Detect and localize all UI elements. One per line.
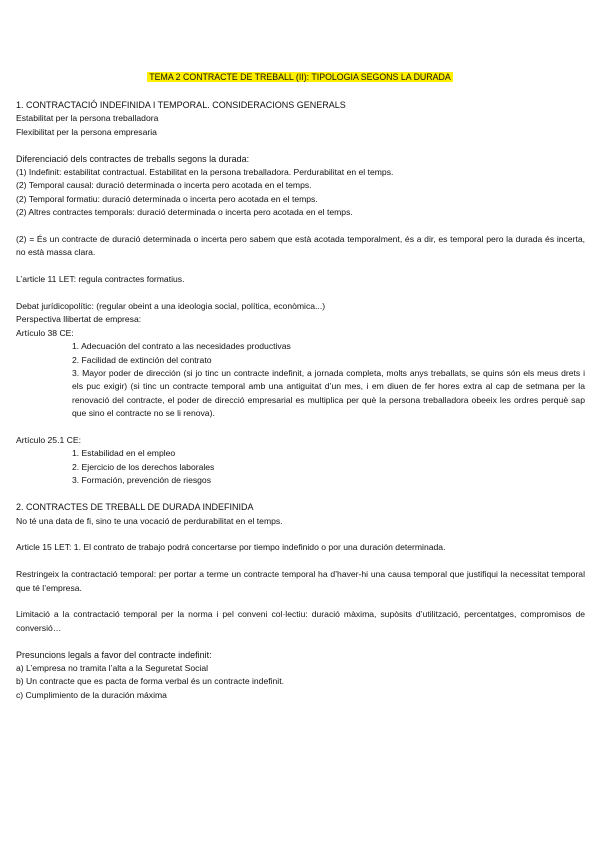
article-11-line: L’article 11 LET: regula contractes formatius.: [16, 274, 185, 285]
debat-intro: Debat jurídicopolític: (regular obeint a una ideologia social, política, econòmica...): [16, 301, 326, 312]
article-15-line: Article 15 LET: 1. El contrato de trabajo podrá concertarse por tiempo indefinido o por una duración determinada.: [16, 542, 446, 553]
article-25-item: 3. Formación, prevención de riesgos: [72, 475, 212, 486]
document-title-block: [0, 72, 600, 82]
document-body: [16, 99, 585, 702]
article-38-heading: Artículo 38 CE:: [16, 327, 74, 338]
section1-line: Estabilitat per la persona treballadora: [16, 113, 159, 124]
document-title: TEMA 2 CONTRACTE DE TREBALL (II): TIPOLOGIA SEGONS LA DURADA: [149, 72, 451, 82]
diferenciacio-item: (1) Indefinit: estabilitat contractual. Estabilitat en la persona treballadora. Perdurabilitat en el temps.: [16, 167, 394, 178]
article-38-item: 3. Mayor poder de dirección (si jo tinc un contracte indefinit, a jornada completa, molts anys treballats, se quins són els meus drets i els puc exigir) (si tinc un contracte temporal amb una antiguitat d’un mes, i em diuen de fer hores extra al cap de setmana per la renovació del contracte, el poder de direcció empresarial es multiplica per què la persona treballadora obeeix les ordres perquè sap que sino el contracte no se li renova).: [72, 368, 585, 419]
presuncions-heading: Presuncions legals a favor del contracte indefinit:: [16, 649, 212, 660]
section1-heading: 1. CONTRACTACIÓ INDEFINIDA I TEMPORAL. CONSIDERACIONS GENERALS: [16, 100, 346, 110]
diferenciacio-intro: Diferenciació dels contractes de treballs segons la durada:: [16, 153, 250, 164]
article-25-list: [16, 447, 585, 487]
section2-line: No té una data de fi, sino te una vocació de perdurabilitat en el temps.: [16, 515, 283, 526]
article-25-heading: Artículo 25.1 CE:: [16, 435, 81, 446]
article-25-item: 1. Estabilidad en el empleo: [72, 448, 176, 459]
presuncio-item: b) Un contracte que es pacta de forma verbal és un contracte indefinit.: [16, 676, 284, 687]
restringeix-paragraph: Restringeix la contractació temporal: per portar a terme un contracte temporal ha d’haver-hi una causa temporal que justifiqui la necessitat temporal que té l’empresa.: [16, 569, 585, 593]
article-38-list: [16, 340, 585, 420]
article-38-item: 1. Adecuación del contrato a las necesidades productivas: [72, 341, 291, 352]
diferenciacio-item: (2) Temporal causal: duració determinada o incerta pero acotada en el temps.: [16, 180, 312, 191]
diferenciacio-item: (2) Temporal formatiu: duració determinada o incerta pero acotada en el temps.: [16, 193, 318, 204]
section1-line: Flexibilitat per la persona empresaria: [16, 126, 157, 137]
article-25-item: 2. Ejercicio de los derechos laborales: [72, 461, 215, 472]
article-38-item: 2. Facilidad de extinción del contrato: [72, 354, 212, 365]
nota-2-paragraph: (2) = És un contracte de duració determinada o incerta pero sabem que està acotada temporalment, és a dir, es temporal pero la durada és incerta, no està massa clara.: [16, 234, 585, 258]
presuncio-item: c) Cumplimiento de la duración máxima: [16, 689, 167, 700]
diferenciacio-item: (2) Altres contractes temporals: duració determinada o incerta pero acotada en el temps.: [16, 207, 353, 218]
section2-heading: 2. CONTRACTES DE TREBALL DE DURADA INDEFINIDA: [16, 502, 254, 513]
limitacio-paragraph: Limitació a la contractació temporal per la norma i pel conveni col·lectiu: duració màxima, supòsits d’utilització, percentatges, compromisos de conversió…: [16, 609, 585, 633]
perspectiva-line: Perspectiva llibertat de empresa:: [16, 314, 142, 325]
presuncio-item: a) L’empresa no tramita l’alta a la Seguretat Social: [16, 662, 209, 673]
